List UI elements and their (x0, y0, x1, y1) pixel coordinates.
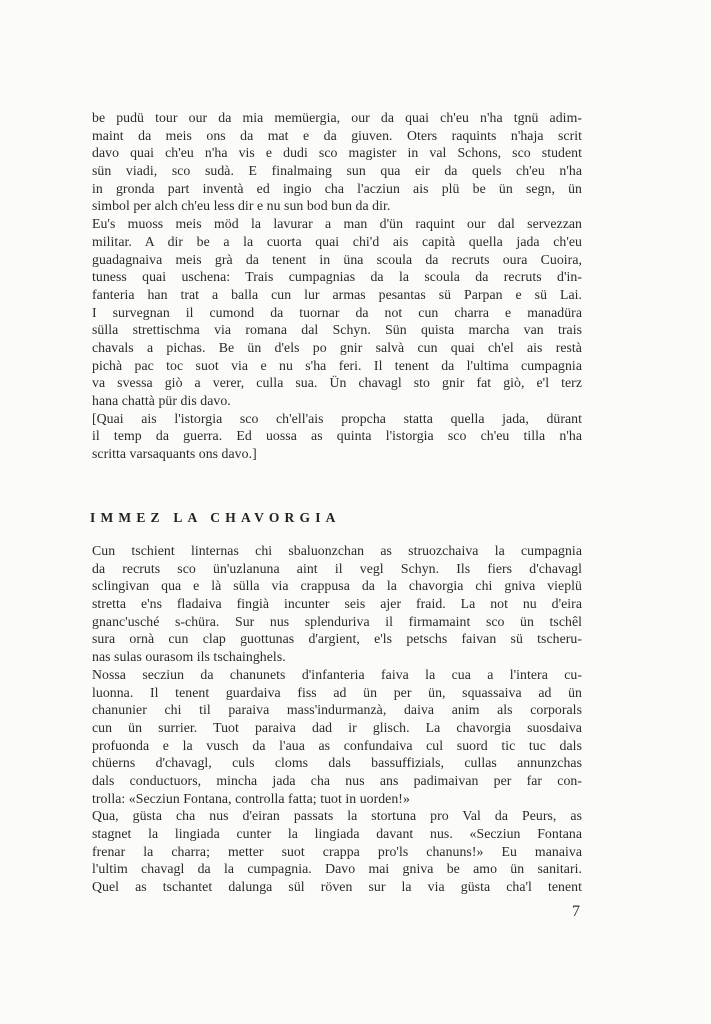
text-line: gnanc'usché s-chüra. Sur nus splenduriva il firmamaint sco ün tschêl (92, 613, 582, 629)
text-line: cun ün surrier. Tuot paraiva dad ir glisch. La chavorgia suosdaiva (92, 719, 582, 735)
text-line: stretta e'ns fladaiva fingià incunter seis ajer fraid. La not nu d'eira (92, 596, 582, 612)
text-line: frenar la charra; metter suot crappa pro'ls chanuns!» Eu manaiva (92, 843, 582, 859)
text-line: pichà pac toc suot via e nu s'ha feri. Il tenent da l'ultima cumpagnia (92, 357, 582, 373)
page-number: 7 (572, 903, 580, 920)
text-line: sün viadi, sco sudà. E finalmaing sun qua eir da quels ch'eu n'ha (92, 163, 582, 179)
text-line: dals conductuors, mincha jada cha nus ans padimaivan per far con- (92, 772, 582, 788)
text-line: fanteria han trat a balla cun lur armas pesantas sü Parpan e sü Lai. (92, 286, 582, 302)
text-line: da recruts sco ün'uzlanuna aint il vegl Schyn. Ils fiers d'chavagl (92, 560, 582, 576)
text-line: maint da meis ons da mat e da giuven. Oters raquints n'haja scrit (92, 127, 582, 143)
text-line: tuness quai uschena: Trais cumpagnias da la scoula da recruts d'in- (92, 269, 582, 285)
text-line: l'ultim chavagl da la cumpagnia. Davo mai gniva be amo ün sanitari. (92, 861, 582, 877)
text-line: chanunier chi til paraiva mass'indurmanzà, daiva anim als corporals (92, 702, 582, 718)
text-line: I survegnan il cumond da tuornar da not cun charra e manadüra (92, 304, 582, 320)
text-line: sülla strettischma via romana dal Schyn. Sün quista marcha van trais (92, 322, 582, 338)
text-line: chavals a pichas. Be ün d'els po gnir salvà cun quai ch'el ais restà (92, 339, 582, 355)
text-line: Quel as tschantet dalunga sül röven sur la via güsta cha'l tenent (92, 879, 582, 895)
text-line: profuonda e la vusch da l'aua as confundaiva cul suord tic tuc dals (92, 737, 582, 753)
text-line: simbol per alch ch'eu less dir e nu sun bod bun da dir. (92, 198, 391, 214)
text-line: be pudü tour our da mia memüergia, our da quai ch'eu n'ha tgnü adim- (92, 110, 582, 125)
text-line: sclingivan qua e là sülla via crappusa da la chavorgia chi gniva vieplü (92, 578, 582, 594)
text-line: Eu's muoss meis möd la lavurar a man d'ün raquint our dal servezzan (92, 216, 582, 232)
text-line: sura ornà cun clap guottunas d'argient, e'ls petschs faivan sü tscheru- (92, 631, 582, 647)
text-line: davo quai ch'eu n'ha vis e dudi sco magister in val Schons, sco student (92, 145, 582, 161)
text-line: [Quai ais l'istorgia sco ch'ell'ais propcha statta quella jada, dürant (92, 410, 582, 426)
section-heading: IMMEZ LA CHAVORGIA (90, 510, 341, 525)
text-line: hana chattà pür dis davo. (92, 393, 231, 408)
text-line: nas sulas ourasom ils tschainghels. (92, 649, 286, 665)
text-section-2 (92, 542, 582, 896)
text-line: scritta varsaquants ons davo.] (92, 446, 257, 462)
text-line: guadagnaiva meis grà da tenent in üna scoula da recruts oura Cuoira, (92, 251, 582, 267)
text-section-1 (92, 109, 582, 463)
text-line: va svessa giò a verer, culla sua. Ün chavagl sto gnir fat giò, e'l terz (92, 375, 582, 391)
text-line: Cun tschient linternas chi sbaluonzchan as struozchaiva la cumpagnia (92, 543, 582, 558)
text-line: chüerns d'chavagl, culs cloms dals bassuffizials, cullas annunzchas (92, 755, 582, 771)
text-line: trolla: «Secziun Fontana, controlla fatta; tuot in uorden!» (92, 790, 410, 806)
text-line: il temp da guerra. Ed uossa as quinta l'istorgia sco ch'eu tilla n'ha (92, 428, 582, 444)
text-line: stagnet la lingiada cunter la lingiada davant nus. «Secziun Fontana (92, 826, 582, 841)
text-line: Qua, güsta cha nus d'eiran passats la stortuna pro Val da Peurs, as (92, 808, 582, 824)
text-line: militar. A dir be a la cuorta quai chi'd ais capità quella jada ch'eu (92, 233, 582, 249)
text-line: luonna. Il tenent guardaiva fiss ad ün per ün, squassaiva ad ün (92, 684, 582, 700)
text-line: Nossa secziun da chanunets d'infanteria faiva la cua a l'intera cu- (92, 666, 582, 682)
text-line: in gronda part inventà ed ingio cha l'acziun ais plü be ün segn, ün (92, 180, 582, 196)
